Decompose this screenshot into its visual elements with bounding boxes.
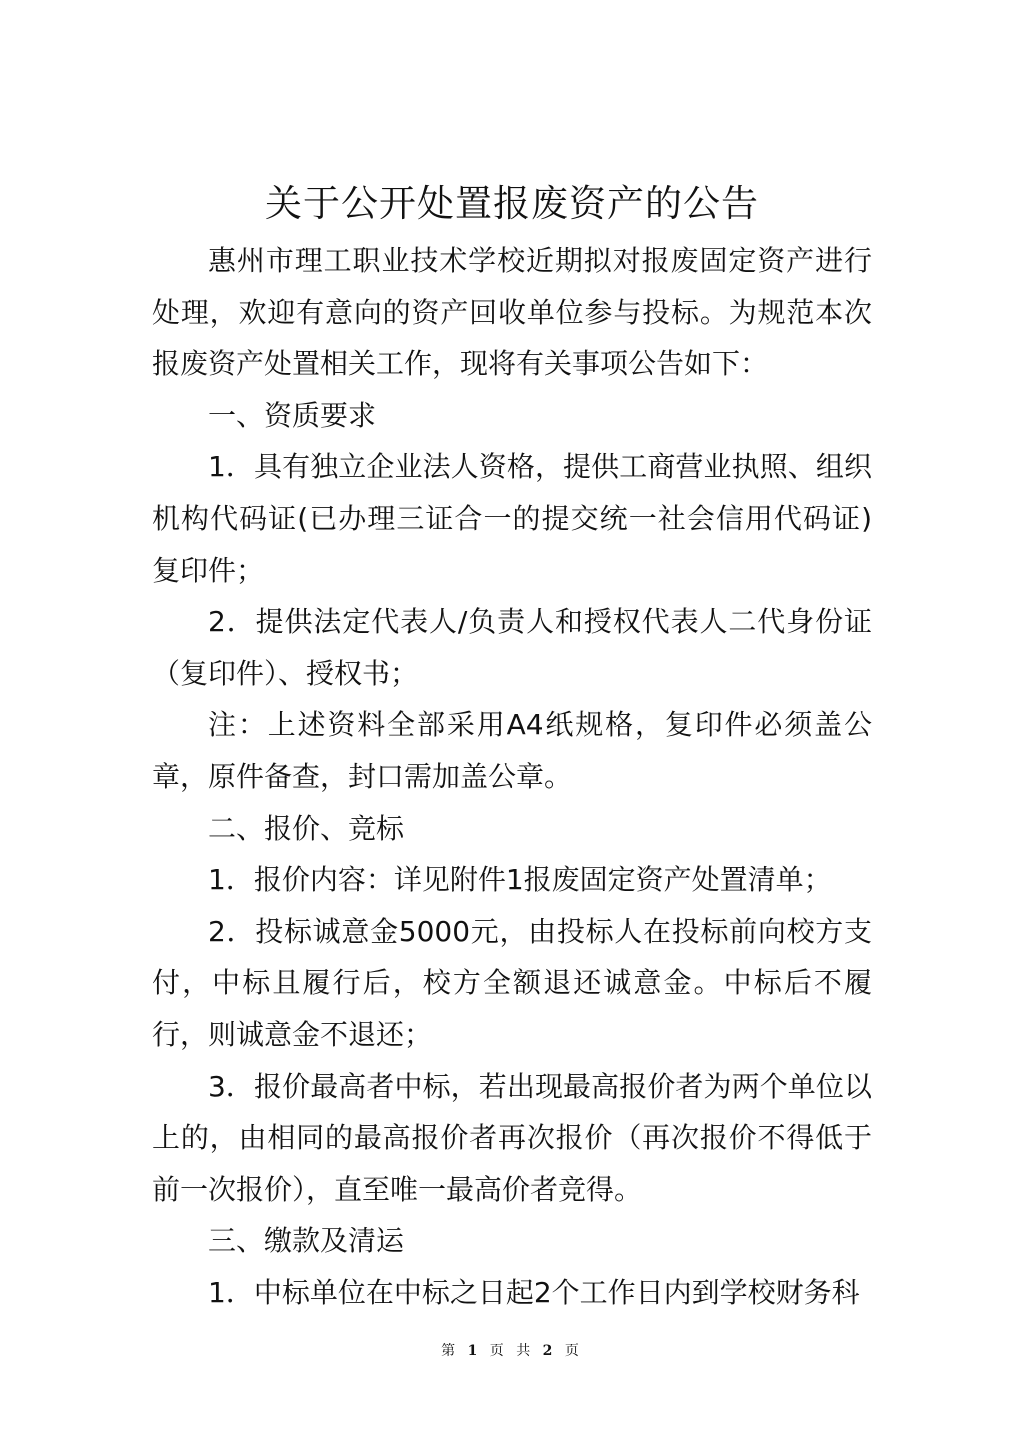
current-page-number: 1 xyxy=(467,1343,482,1359)
qualification-note: 注：上述资料全部采用A4纸规格，复印件必须盖公章，原件备查，封口需加盖公章。 xyxy=(152,708,872,793)
section-heading-bidding: 二、报价、竞标 xyxy=(208,811,405,845)
payment-item-1: 1．中标单位在中标之日起2个工作日内到学校财务科 xyxy=(208,1275,860,1309)
page-footer xyxy=(0,1339,1024,1363)
qualification-item-1: 1．具有独立企业法人资格，提供工商营业执照、组织机构代码证(已办理三证合一的提交统一社会信用代码证)复印件； xyxy=(152,450,872,587)
total-pages-number: 2 xyxy=(542,1343,557,1359)
qualification-item-2: 2．提供法定代表人/负责人和授权代表人二代身份证（复印件）、授权书； xyxy=(152,605,872,690)
bidding-item-1: 1．报价内容：详见附件1报废固定资产处置清单； xyxy=(208,863,832,897)
intro-paragraph: 惠州市理工职业技术学校近期拟对报废固定资产进行处理，欢迎有意向的资产回收单位参与投标。为规范本次报废资产处置相关工作，现将有关事项公告如下： xyxy=(152,244,872,381)
document-title: 关于公开处置报废资产的公告 xyxy=(265,182,759,225)
document-body xyxy=(152,235,872,1318)
section-heading-payment: 三、缴款及清运 xyxy=(208,1224,405,1258)
footer-suffix: 页 xyxy=(564,1343,583,1359)
footer-middle: 页 共 xyxy=(489,1343,535,1359)
section-heading-qualification: 一、资质要求 xyxy=(208,398,377,432)
bidding-item-3: 3．报价最高者中标，若出现最高报价者为两个单位以上的，由相同的最高报价者再次报价（再次报价不得低于前一次报价），直至唯一最高价者竞得。 xyxy=(152,1069,872,1206)
footer-prefix: 第 xyxy=(441,1343,460,1359)
bidding-item-2: 2．投标诚意金5000元，由投标人在投标前向校方支付，中标且履行后，校方全额退还诚意金。中标后不履行，则诚意金不退还； xyxy=(152,914,872,1051)
